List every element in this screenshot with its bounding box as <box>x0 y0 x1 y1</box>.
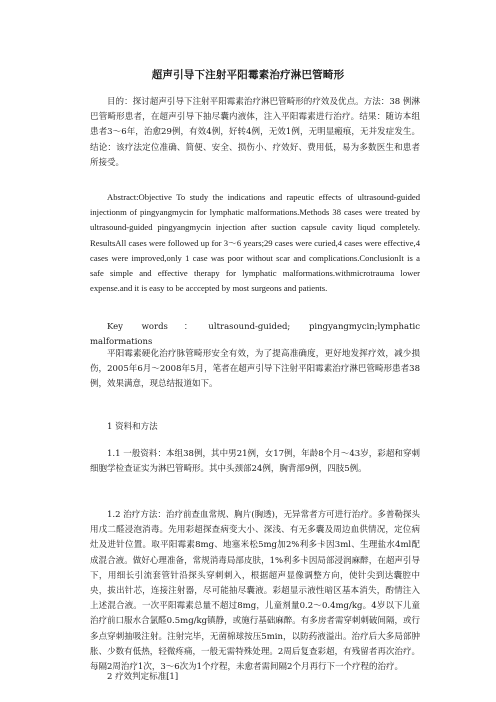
section1-1-text: 1.1 一般资料：本组38例，其中男21例，女17例，年龄8个月～43岁，彩超和穿刺细胞学检查证实为淋巴管畸形。其中头颈部24例，胸背部9例，四肢5例。 <box>90 449 420 475</box>
abstract-english <box>90 190 420 296</box>
introduction-paragraph <box>90 347 420 393</box>
section-heading-materials-methods <box>90 420 420 435</box>
general-data-paragraph <box>90 447 420 477</box>
keywords-text: Key words：ultrasound-guided; pingyangmycin;lymphatic malformations <box>90 322 420 348</box>
document-title: 超声引导下注射平阳霉素治疗淋巴管畸形 <box>151 69 345 81</box>
intro-text: 平阳霉素硬化治疗脉管畸形安全有效，为了提高准确度，更好地发挥疗效，减少损伤，2005年6月～2008年5月，笔者在超声引导下注射平阳霉素治疗淋巴管畸形患者38例，效果满意，现总结报道如下。 <box>90 349 420 390</box>
section1-2-text: 1.2 治疗方法：治疗前查血常规、胸片(胸透)，无异常者方可进行治疗。多普勒探头用戊二醛浸泡消毒。先用彩超探查病变大小、深浅、有无多囊及周边血供情况，定位病灶及进针位置。取平阳霉素8mg、地塞米松5mg加2%利多卡因3ml、生理盐水4ml配成混合液。做好心理准备，常规消毒局部皮肤，1%利多卡因局部浸润麻醉，在超声引导下，用细长引流套管针沿探头穿刺刺入，根据超声显像调整方向，使针尖到达囊腔中央，拔出针芯，连接注射器，尽可能抽尽囊液。彩超显示液性暗区基本消失，酌情注入上述混合液。一次平阳霉素总量不超过8mg，儿童剂量0.2～0.4mg/kg。4岁以下儿童治疗前口服水合氯醛0.5mg/kg镇静，或施行基础麻醉。有多房者需穿刺刺破间隔，或行多点穿刺抽吸注射。注射完毕，无菌棉球按压5min，以防药液溢出。治疗后大多局部肿胀、少数有低热，轻微疼痛，一般无需特殊处理。2周后复查彩超，有残留者再次治疗。每隔2周治疗1次，3～6次为1个疗程，未愈者需间隔2个月再行下一个疗程的治疗。 <box>90 510 420 673</box>
abstract-cn-text: 目的：探讨超声引导下注射平阳霉素治疗淋巴管畸形的疗效及优点。方法：38 例淋巴管畸形患者，在超声引导下抽尽囊内液体，注入平阳霉素进行治疗。结果：随访本组患者3～6年，治愈29例，有效4例，好转4例，无效1例，无明显瘢痕，无并发症发生。结论：该疗法定位准确、简便、安全、损伤小、疗效好、费用低，易为多数医生和患者所接受。 <box>90 97 420 168</box>
abstract-chinese <box>90 95 420 171</box>
section-heading-efficacy-criteria <box>90 670 420 685</box>
abstract-en-text: Abstract:Objective To study the indications and rapeutic effects of ultrasound-guided injectionm of pingyangmycin for lymphatic malformations.Methods 38 cases were treated by ultrasound-guided pingyangmycin injection after suction capsule cavity liqud completely. ResultsAll cases were followed up for 3～6 years;29 cases were curied,4 cases were effective,4 cases were improved,only 1 case was poor without scar and complications.ConclusionIt is a safe simple and effective therapy for lymphatic malformations.withmicrotrauma lower expense.and it is easy to be acccepted by most surgeons and patients. <box>90 192 420 294</box>
keywords <box>90 320 420 350</box>
section2-heading-text: 2 疗效判定标准[1] <box>107 672 179 682</box>
treatment-method-paragraph <box>90 508 420 675</box>
section1-heading-text: 1 资料和方法 <box>107 422 158 432</box>
